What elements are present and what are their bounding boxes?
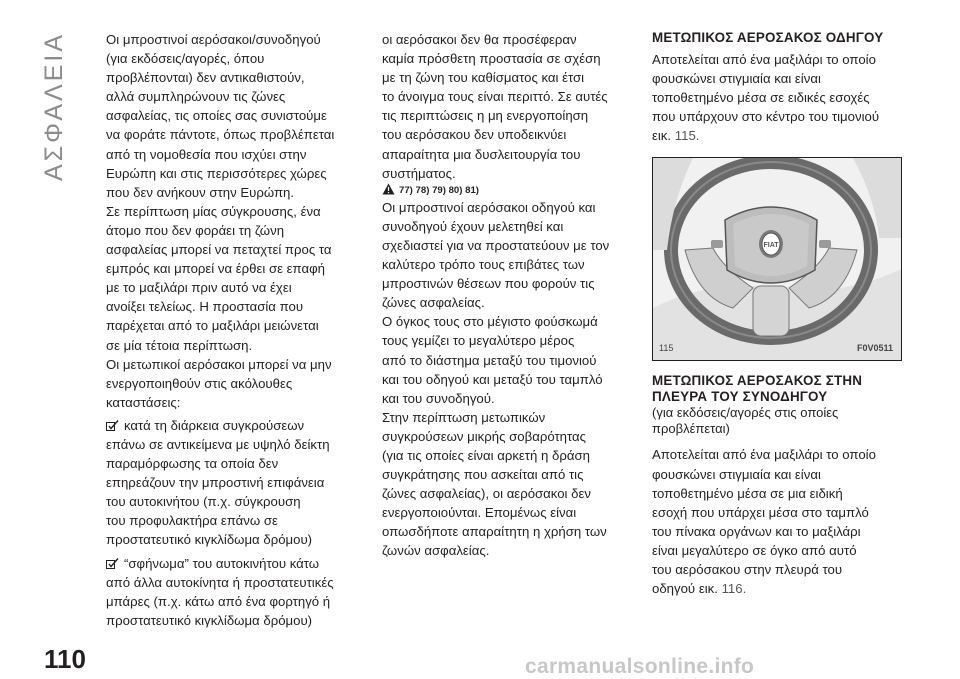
text-line: από τη νομοθεσία που ισχύει στην bbox=[106, 146, 307, 162]
checkbox-bullet-icon bbox=[106, 558, 119, 569]
text-line: τοποθετημένο μέσα σε ειδικές εσοχές bbox=[652, 90, 870, 106]
section-heading-block bbox=[652, 373, 902, 437]
text-line: απαραίτητα μια δυσλειτουργία του bbox=[382, 146, 581, 162]
text-line: Σε περίπτωση μίας σύγκρουσης, ένα bbox=[106, 203, 321, 219]
section-subheading: προβλέπεται) bbox=[652, 421, 730, 437]
text-line: καμία πρόσθετη προστασία σε σχέση bbox=[382, 51, 601, 67]
text-line: αλλά συμπληρώνουν τις ζώνες bbox=[106, 89, 286, 105]
paragraph-block bbox=[652, 50, 902, 145]
text-line: (για εκδόσεις/αγορές, όπου bbox=[106, 51, 265, 67]
text-line: οπωσδήποτε απαραίτητη η χρήση των bbox=[382, 524, 607, 540]
text-line: Ο όγκος τους στο μέγιστο φούσκωμά bbox=[382, 314, 598, 330]
text-line: ζώνες ασφαλείας), οι αερόσακοι δεν bbox=[382, 486, 591, 502]
text-column-3 bbox=[652, 30, 902, 598]
figure-number: 115 bbox=[659, 343, 674, 354]
text-line: συγκρούσεων μικρής σοβαρότητας bbox=[382, 428, 587, 444]
text-line: ασφαλείας μπορεί να πεταχτεί προς τα bbox=[106, 242, 332, 258]
text-line: ασφαλείας, τις οποίες σας συνιστούμε bbox=[106, 108, 327, 124]
text-line: φουσκώνει στιγμιαία και είναι bbox=[652, 71, 821, 87]
steering-wheel-figure bbox=[652, 157, 902, 361]
text-column-1 bbox=[106, 30, 362, 630]
text-line: του προφυλακτήρα επάνω σε bbox=[106, 513, 278, 529]
text-line: το άνοιγμα τους είναι περιττό. Σε αυτές bbox=[382, 89, 608, 105]
text-line: φουσκώνει στιγμιαία και είναι bbox=[652, 466, 821, 482]
bullet-text: “σφήνωμα” του αυτοκινήτου κάτω bbox=[124, 555, 320, 571]
text-line: Στην περίπτωση μετωπικών bbox=[382, 409, 546, 425]
text-fragment: εικ. bbox=[652, 128, 672, 144]
text-fragment: οδηγού εικ. bbox=[652, 581, 718, 597]
text-line: μπάρες (π.χ. κάτω από ένα φορτηγό ή bbox=[106, 593, 331, 609]
section-heading: ΠΛΕΥΡΑ ΤΟΥ ΣΥΝΟΔΗΓΟΥ bbox=[652, 389, 828, 405]
page-number: 110 bbox=[44, 644, 86, 674]
text-line: προστατευτικό κιγκλίδωμα δρόμου) bbox=[106, 612, 313, 628]
text-line: συστήματος. bbox=[382, 165, 456, 181]
bullet-first-line bbox=[106, 416, 362, 435]
text-line: Οι μπροστινοί αερόσακοι οδηγού και bbox=[382, 199, 596, 215]
figure-ref-link[interactable]: 115. bbox=[674, 128, 700, 144]
figure-ref-link[interactable]: 116. bbox=[721, 581, 747, 597]
figure-code: F0V0511 bbox=[856, 343, 893, 354]
text-line: Αποτελείται από ένα μαξιλάρι το οποίο bbox=[652, 52, 876, 67]
section-heading: ΜΕΤΩΠΙΚΟΣ ΑΕΡΟΣΑΚΟΣ ΣΤΗΝ bbox=[652, 373, 863, 389]
bullet-first-line bbox=[106, 554, 362, 573]
text-line: εμπρός και μπορεί να έρθει σε επαφή bbox=[106, 261, 325, 277]
text-line: καταστάσεις: bbox=[106, 394, 181, 410]
text-column-2 bbox=[382, 30, 638, 561]
text-line: τις περιπτώσεις η μη ενεργοποίηση bbox=[382, 108, 589, 124]
section-heading: ΜΕΤΩΠΙΚΟΣ ΑΕΡΟΣΑΚΟΣ ΟΔΗΓΟΥ bbox=[652, 30, 884, 45]
text-line: συνοδηγού έχουν μελετηθεί και bbox=[382, 218, 564, 234]
text-line: οι αερόσακοι δεν θα προσέφεραν bbox=[382, 32, 577, 47]
text-line: άτομο που δεν φοράει τη ζώνη bbox=[106, 222, 285, 238]
text-line bbox=[652, 579, 902, 598]
bullet-item bbox=[106, 416, 362, 550]
bullet-text: κατά τη διάρκεια συγκρούσεων bbox=[124, 417, 305, 433]
text-line: Οι μετωπικοί αερόσακοι μπορεί να μην bbox=[106, 356, 332, 372]
paragraph-block bbox=[106, 30, 362, 412]
warning-reference bbox=[382, 183, 638, 198]
warning-refs-text: 77) 78) 79) 80) 81) bbox=[399, 184, 479, 196]
text-line: από άλλα αυτοκίνητα ή προστατευτικές bbox=[106, 574, 334, 590]
text-line: παραμόρφωσης τα οποία δεν bbox=[106, 456, 279, 472]
text-line: είναι μεγαλύτερο σε όγκο από αυτό bbox=[652, 542, 857, 558]
text-line: προστατευτικό κιγκλίδωμα δρόμου) bbox=[106, 532, 313, 548]
text-line: σε μία τέτοια περίπτωση. bbox=[106, 337, 253, 353]
brand-emblem: FIAT bbox=[763, 242, 779, 250]
text-line: εσοχή που υπάρχει μέσα στο ταμπλό bbox=[652, 504, 869, 520]
text-line: από το διάστημα μεταξύ του τιμονιού bbox=[382, 352, 597, 368]
text-line: προβλέπονται) δεν αντικαθιστούν, bbox=[106, 70, 305, 86]
text-line: τοποθετημένο μέσα σε μια ειδική bbox=[652, 485, 843, 501]
text-line: με το μαξιλάρι πριν αυτό να έχει bbox=[106, 280, 292, 296]
text-line: επάνω σε αντικείμενα με υψηλό δείκτη bbox=[106, 436, 330, 452]
text-line: ζώνες ασφαλείας. bbox=[382, 295, 485, 311]
text-line: του αερόσακου δεν υποδεικνύει bbox=[382, 127, 567, 143]
text-line: ενεργοποιούνται. Επομένως είναι bbox=[382, 505, 577, 521]
text-line: επηρεάζουν την μπροστινή επιφάνεια bbox=[106, 475, 325, 491]
text-line: που υπάρχουν στο κέντρο του τιμονιού bbox=[652, 109, 880, 125]
text-line: ενεργοποιηθούν στις ακόλουθες bbox=[106, 375, 293, 391]
text-line: ανοίξει τελείως. Η προστασία που bbox=[106, 299, 304, 315]
checkbox-bullet-icon bbox=[106, 420, 119, 431]
text-line: ζωνών ασφαλείας. bbox=[382, 543, 490, 559]
text-line: να φοράτε πάντοτε, όπως προβλέπεται bbox=[106, 127, 335, 143]
text-line: Αποτελείται από ένα μαξιλάρι το οποίο bbox=[652, 447, 876, 463]
text-line: Οι μπροστινοί αερόσακοι/συνοδηγού bbox=[106, 32, 321, 47]
text-line: μπροστινών θέσεων που φορούν τις bbox=[382, 276, 595, 292]
section-subheading: (για εκδόσεις/αγορές στις οποίες bbox=[652, 405, 839, 421]
warning-triangle-icon bbox=[382, 183, 395, 195]
text-line: καλύτερο τρόπο τους επιβάτες των bbox=[382, 257, 585, 273]
text-line: με τη ζώνη του καθίσματος και έτσι bbox=[382, 70, 585, 86]
paragraph-block bbox=[382, 30, 638, 183]
text-line: (για τις οποίες είναι αρκετή η δράση bbox=[382, 447, 590, 463]
text-line: Ευρώπη και στις περισσότερες χώρες bbox=[106, 165, 327, 181]
steering-wheel-illustration bbox=[653, 158, 902, 361]
text-line: του αυτοκινήτου (π.χ. σύγκρουση bbox=[106, 494, 301, 510]
paragraph-block bbox=[382, 198, 638, 561]
text-line: του αερόσακου στην πλευρά του bbox=[652, 562, 843, 578]
text-line: και του οδηγού και μεταξύ του ταμπλό bbox=[382, 371, 603, 387]
text-line: του πίνακα οργάνων και το μαξιλάρι bbox=[652, 523, 861, 539]
text-line: σχεδιαστεί για να προστατεύουν με τον bbox=[382, 237, 610, 253]
text-line: παρέχεται από το μαξιλάρι μειώνεται bbox=[106, 318, 319, 334]
bullet-item bbox=[106, 554, 362, 630]
text-line: και του συνοδηγού. bbox=[382, 390, 495, 406]
watermark: carmanualsonline.info bbox=[525, 655, 755, 678]
paragraph-block bbox=[652, 445, 902, 598]
text-line: που δεν ανήκουν στην Ευρώπη. bbox=[106, 184, 295, 200]
text-line: τους γεμίζει το μεγαλύτερο μέρος bbox=[382, 333, 575, 349]
text-line: συγκράτησης που ασκείται από τις bbox=[382, 467, 584, 483]
text-line bbox=[652, 126, 902, 145]
section-side-tab: ΑΣΦΑΛΕΙΑ bbox=[40, 32, 68, 182]
